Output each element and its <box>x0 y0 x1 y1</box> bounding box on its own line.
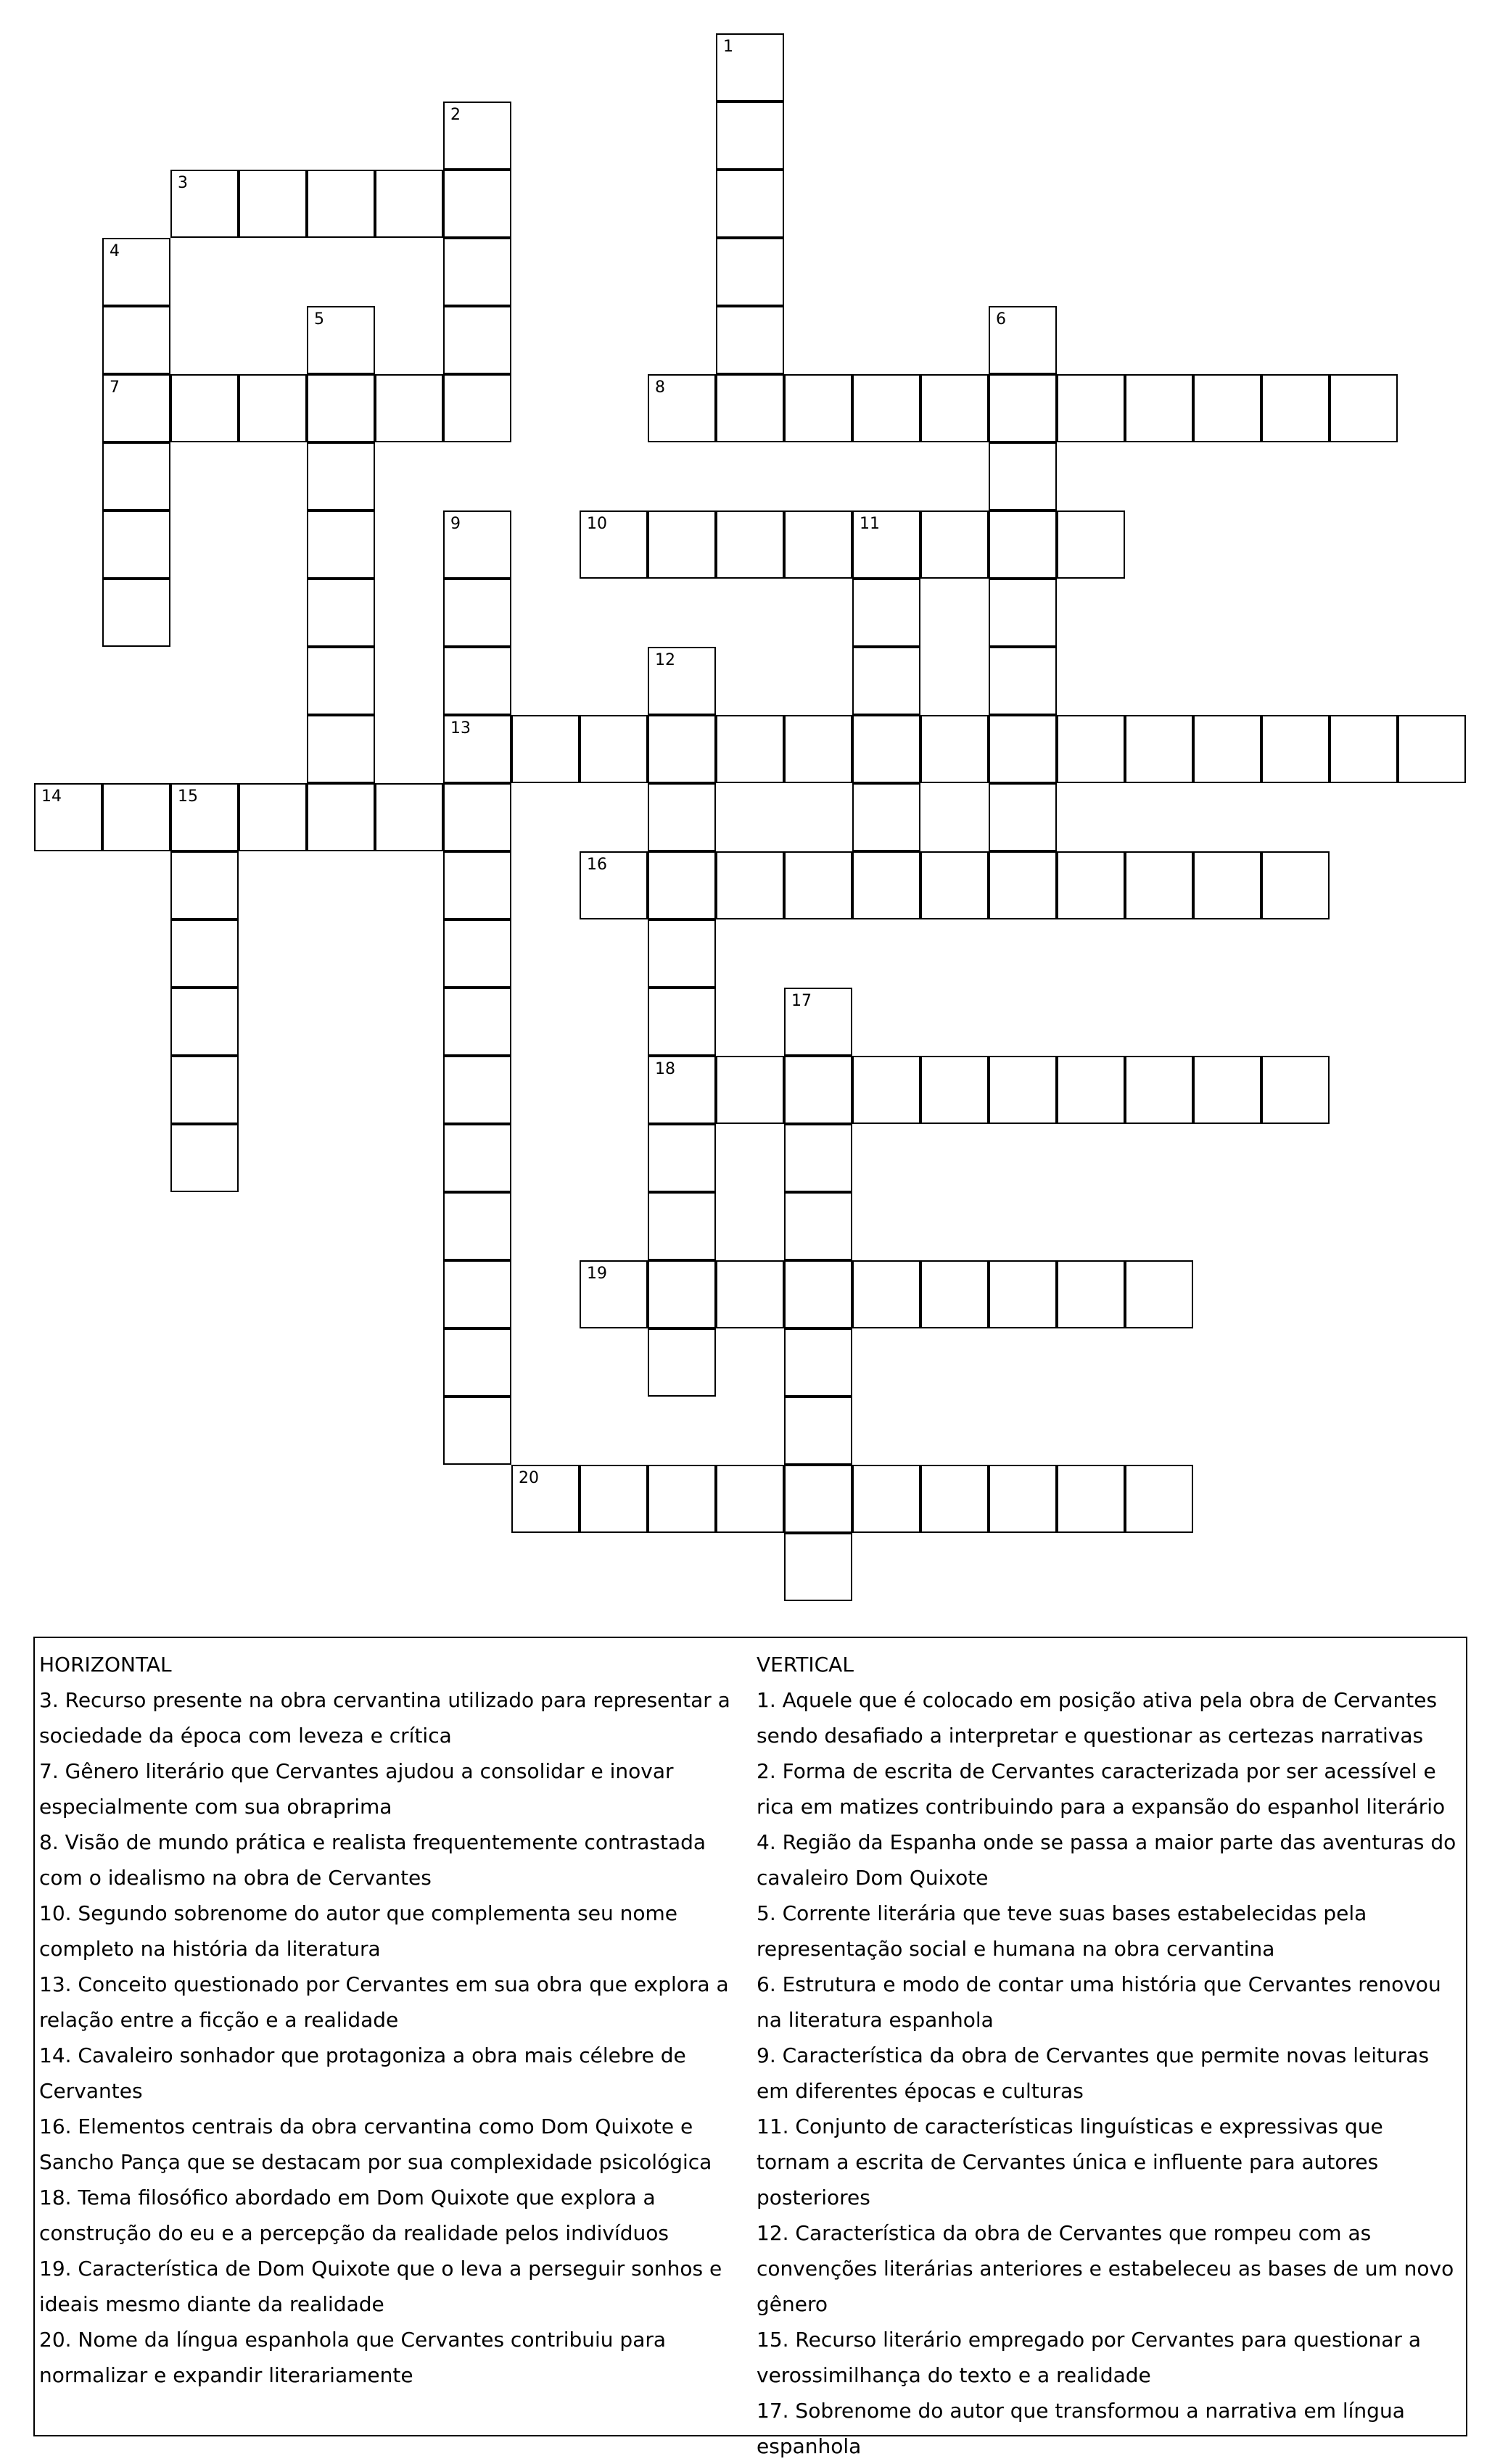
grid-cell[interactable] <box>648 1328 716 1397</box>
clue-number: 9 <box>450 515 461 533</box>
clue-number: 10 <box>587 515 607 533</box>
horizontal-clue-list <box>39 1682 746 2393</box>
grid-cell[interactable] <box>716 102 784 170</box>
clue-text: 9. Característica da obra de Cervantes que permite novas leituras em diferentes épocas e culturas <box>757 2043 1430 2103</box>
clue-number: 12 <box>655 651 675 669</box>
grid-cell[interactable] <box>580 851 648 919</box>
grid-cell[interactable] <box>34 783 102 851</box>
clue-number: 18 <box>655 1060 675 1078</box>
grid-cell[interactable] <box>920 374 989 442</box>
grid-cell[interactable] <box>1125 1260 1193 1328</box>
grid-cell[interactable] <box>852 715 920 783</box>
clue-text: 7. Gênero literário que Cervantes ajudou a consolidar e inovar especialmente com sua obraprima <box>39 1759 674 1819</box>
grid-cell[interactable] <box>1193 715 1261 783</box>
grid-cell[interactable] <box>1398 715 1466 783</box>
grid-cell[interactable] <box>307 715 375 783</box>
grid-cell[interactable] <box>443 1260 511 1328</box>
grid-cell[interactable] <box>375 170 443 238</box>
grid-cell[interactable] <box>443 1397 511 1465</box>
grid-cell[interactable] <box>784 715 852 783</box>
grid-cell[interactable] <box>443 238 511 306</box>
grid-cell[interactable] <box>989 783 1057 851</box>
clue-number: 2 <box>450 106 461 124</box>
grid-cell[interactable] <box>170 170 239 238</box>
grid-cell[interactable] <box>1057 1465 1125 1533</box>
clue-number: 20 <box>519 1469 539 1487</box>
vertical-clue-list <box>757 1682 1460 2464</box>
grid-cell[interactable] <box>307 442 375 510</box>
grid-cell[interactable] <box>443 988 511 1056</box>
grid-cell[interactable] <box>989 647 1057 715</box>
grid-cell[interactable] <box>102 238 170 306</box>
grid-cell[interactable] <box>852 1260 920 1328</box>
clue-number: 11 <box>860 515 880 533</box>
grid-cell[interactable] <box>920 851 989 919</box>
grid-cell[interactable] <box>648 783 716 851</box>
grid-cell[interactable] <box>648 988 716 1056</box>
grid-cell[interactable] <box>1193 851 1261 919</box>
grid-cell[interactable] <box>1125 1056 1193 1124</box>
grid-cell[interactable] <box>648 374 716 442</box>
grid-cell[interactable] <box>1057 1260 1125 1328</box>
grid-cell[interactable] <box>170 988 239 1056</box>
grid-cell[interactable] <box>852 579 920 647</box>
clue-text: 20. Nome da língua espanhola que Cervantes contribuiu para normalizar e expandir literariamente <box>39 2328 667 2387</box>
clue-text: 1. Aquele que é colocado em posição ativa pela obra de Cervantes sendo desafiado a interpretar e questionar as certezas narrativas <box>757 1688 1438 1748</box>
clue-text: 12. Característica da obra de Cervantes que rompeu com as convenções literárias anteriores e estabeleceu as bases de um novo gênero <box>757 2221 1454 2316</box>
grid-cell[interactable] <box>170 374 239 442</box>
grid-cell[interactable] <box>1261 851 1330 919</box>
grid-cell[interactable] <box>648 1124 716 1192</box>
grid-cell[interactable] <box>784 1328 852 1397</box>
clues-box <box>33 1637 1467 2458</box>
grid-cell[interactable] <box>920 1465 989 1533</box>
grid-cell[interactable] <box>102 510 170 579</box>
clue-text: 6. Estrutura e modo de contar uma história que Cervantes renovou na literatura espanhola <box>757 1972 1441 2032</box>
grid-cell[interactable] <box>170 1056 239 1124</box>
grid-cell[interactable] <box>102 306 170 374</box>
grid-cell[interactable] <box>852 851 920 919</box>
grid-cell[interactable] <box>648 1056 716 1124</box>
clue-number: 8 <box>655 379 665 397</box>
grid-cell[interactable] <box>648 1465 716 1533</box>
clue-number: 7 <box>110 379 120 397</box>
grid-cell[interactable] <box>443 715 511 783</box>
grid-cell[interactable] <box>1125 715 1193 783</box>
grid-cell[interactable] <box>170 783 239 851</box>
grid-cell[interactable] <box>784 851 852 919</box>
grid-cell[interactable] <box>852 510 920 579</box>
clue-number: 16 <box>587 856 607 874</box>
grid-cell[interactable] <box>784 988 852 1056</box>
grid-cell[interactable] <box>1261 715 1330 783</box>
grid-cell[interactable] <box>375 783 443 851</box>
grid-cell[interactable] <box>307 510 375 579</box>
grid-cell[interactable] <box>1125 374 1193 442</box>
grid-cell[interactable] <box>375 374 443 442</box>
clue-text: 11. Conjunto de características linguísticas e expressivas que tornam a escrita de Cervantes única e influente para autores posteriores <box>757 2114 1383 2209</box>
clue-text: 10. Segundo sobrenome do autor que complementa seu nome completo na história da literatura <box>39 1901 677 1961</box>
grid-cell[interactable] <box>580 1260 648 1328</box>
grid-cell[interactable] <box>307 170 375 238</box>
clue-text: 15. Recurso literário empregado por Cervantes para questionar a verossimilhança do texto e a realidade <box>757 2328 1421 2387</box>
grid-cell[interactable] <box>307 783 375 851</box>
grid-cell[interactable] <box>648 1260 716 1328</box>
grid-cell[interactable] <box>443 851 511 919</box>
clue-number: 6 <box>996 310 1006 328</box>
grid-cell[interactable] <box>1261 1056 1330 1124</box>
grid-cell[interactable] <box>920 1056 989 1124</box>
clue-text: 14. Cavaleiro sonhador que protagoniza a obra mais célebre de Cervantes <box>39 2043 686 2103</box>
grid-cell[interactable] <box>716 306 784 374</box>
grid-cell[interactable] <box>102 374 170 442</box>
clue-number: 4 <box>110 242 120 260</box>
grid-cell[interactable] <box>1193 374 1261 442</box>
grid-cell[interactable] <box>920 715 989 783</box>
grid-cell[interactable] <box>443 919 511 988</box>
grid-cell[interactable] <box>443 306 511 374</box>
grid-cell[interactable] <box>648 647 716 715</box>
clue-text: 19. Característica de Dom Quixote que o leva a perseguir sonhos e ideais mesmo diante da realidade <box>39 2257 722 2316</box>
grid-cell[interactable] <box>784 1260 852 1328</box>
grid-cell[interactable] <box>170 1124 239 1192</box>
clue-number: 1 <box>723 38 733 56</box>
grid-cell[interactable] <box>716 374 784 442</box>
grid-cell[interactable] <box>239 374 307 442</box>
grid-cell[interactable] <box>580 1465 648 1533</box>
grid-cell[interactable] <box>170 851 239 919</box>
grid-cell[interactable] <box>989 715 1057 783</box>
grid-cell[interactable] <box>852 647 920 715</box>
grid-cell[interactable] <box>443 1192 511 1260</box>
grid-cell[interactable] <box>716 1465 784 1533</box>
clue-text: 2. Forma de escrita de Cervantes caracterizada por ser acessível e rica em matizes contribuindo para a expansão do espanhol literário <box>757 1759 1446 1819</box>
grid-cell[interactable] <box>443 1056 511 1124</box>
grid-cell[interactable] <box>716 510 784 579</box>
clue-number: 19 <box>587 1265 607 1283</box>
grid-cell[interactable] <box>989 306 1057 374</box>
vertical-title: VERTICAL <box>757 1653 854 1677</box>
grid-cell[interactable] <box>307 374 375 442</box>
grid-cell[interactable] <box>784 1397 852 1465</box>
grid-cell[interactable] <box>989 851 1057 919</box>
grid-cell[interactable] <box>989 1260 1057 1328</box>
clue-number: 14 <box>41 787 62 806</box>
grid-cell[interactable] <box>443 579 511 647</box>
clue-text: 18. Tema filosófico abordado em Dom Quixote que explora a construção do eu e a percepção da realidade pelos indivíduos <box>39 2186 669 2245</box>
grid-cell[interactable] <box>511 715 580 783</box>
clue-text: 17. Sobrenome do autor que transformou a narrativa em língua espanhola <box>757 2399 1405 2458</box>
grid-cell[interactable] <box>1330 374 1398 442</box>
grid-cell[interactable] <box>648 851 716 919</box>
grid-cell[interactable] <box>443 647 511 715</box>
clue-number: 13 <box>450 719 471 737</box>
grid-cell[interactable] <box>1261 374 1330 442</box>
grid-cell[interactable] <box>716 1260 784 1328</box>
grid-cell[interactable] <box>170 919 239 988</box>
grid-cell[interactable] <box>648 919 716 988</box>
clue-text: 5. Corrente literária que teve suas bases estabelecidas pela representação social e humana na obra cervantina <box>757 1901 1367 1961</box>
grid-cell[interactable] <box>1057 374 1125 442</box>
grid-cell[interactable] <box>989 579 1057 647</box>
grid-cell[interactable] <box>784 1465 852 1533</box>
grid-cell[interactable] <box>1057 715 1125 783</box>
grid-cell[interactable] <box>716 1056 784 1124</box>
grid-cell[interactable] <box>852 1465 920 1533</box>
grid-cell[interactable] <box>1193 1056 1261 1124</box>
clue-number: 3 <box>178 174 188 192</box>
grid-cell[interactable] <box>784 1533 852 1601</box>
clue-text: 4. Região da Espanha onde se passa a maior parte das aventuras do cavaleiro Dom Quixote <box>757 1830 1456 1890</box>
grid-cell[interactable] <box>716 851 784 919</box>
grid-cell[interactable] <box>443 1328 511 1397</box>
grid-cell[interactable] <box>920 510 989 579</box>
grid-cell[interactable] <box>716 170 784 238</box>
grid-cell[interactable] <box>989 1056 1057 1124</box>
grid-cell[interactable] <box>307 647 375 715</box>
grid-cell[interactable] <box>1125 1465 1193 1533</box>
grid-cell[interactable] <box>443 1124 511 1192</box>
grid-cell[interactable] <box>784 1124 852 1192</box>
grid-cell[interactable] <box>239 170 307 238</box>
clue-text: 3. Recurso presente na obra cervantina utilizado para representar a sociedade da época com leveza e crítica <box>39 1688 730 1748</box>
grid-cell[interactable] <box>1057 1056 1125 1124</box>
vertical-clues-column <box>757 1647 1460 2464</box>
grid-cell[interactable] <box>443 374 511 442</box>
grid-cell[interactable] <box>307 306 375 374</box>
grid-cell[interactable] <box>852 1056 920 1124</box>
grid-cell[interactable] <box>102 442 170 510</box>
grid-cell[interactable] <box>580 715 648 783</box>
grid-cell[interactable] <box>716 238 784 306</box>
grid-cell[interactable] <box>648 715 716 783</box>
grid-cell[interactable] <box>443 510 511 579</box>
grid-cell[interactable] <box>852 374 920 442</box>
grid-cell[interactable] <box>784 510 852 579</box>
horizontal-clues-column <box>39 1647 746 2393</box>
grid-cell[interactable] <box>989 1465 1057 1533</box>
grid-cell[interactable] <box>648 1192 716 1260</box>
grid-cell[interactable] <box>852 783 920 851</box>
grid-cell[interactable] <box>716 33 784 102</box>
horizontal-title: HORIZONTAL <box>39 1653 172 1677</box>
grid-cell[interactable] <box>920 1260 989 1328</box>
clue-number: 15 <box>178 787 198 806</box>
grid-cell[interactable] <box>443 170 511 238</box>
grid-cell[interactable] <box>443 102 511 170</box>
grid-cell[interactable] <box>648 510 716 579</box>
grid-cell[interactable] <box>716 715 784 783</box>
clue-text: 13. Conceito questionado por Cervantes em sua obra que explora a relação entre a ficção e a realidade <box>39 1972 729 2032</box>
clue-number: 17 <box>791 992 812 1010</box>
grid-cell[interactable] <box>102 783 170 851</box>
grid-cell[interactable] <box>989 510 1057 579</box>
clue-text: 8. Visão de mundo prática e realista frequentemente contrastada com o idealismo na obra de Cervantes <box>39 1830 706 1890</box>
grid-cell[interactable] <box>784 1056 852 1124</box>
grid-cell[interactable] <box>307 579 375 647</box>
grid-cell[interactable] <box>989 374 1057 442</box>
grid-cell[interactable] <box>784 374 852 442</box>
grid-cell[interactable] <box>1057 851 1125 919</box>
grid-cell[interactable] <box>511 1465 580 1533</box>
grid-cell[interactable] <box>1125 851 1193 919</box>
clue-text: 16. Elementos centrais da obra cervantina como Dom Quixote e Sancho Pança que se destacam por sua complexidade psicológica <box>39 2114 712 2174</box>
grid-cell[interactable] <box>580 510 648 579</box>
grid-cell[interactable] <box>102 579 170 647</box>
grid-cell[interactable] <box>443 783 511 851</box>
grid-cell[interactable] <box>784 1192 852 1260</box>
grid-cell[interactable] <box>239 783 307 851</box>
grid-cell[interactable] <box>989 442 1057 510</box>
grid-cell[interactable] <box>1330 715 1398 783</box>
grid-cell[interactable] <box>1057 510 1125 579</box>
clue-number: 5 <box>314 310 324 328</box>
